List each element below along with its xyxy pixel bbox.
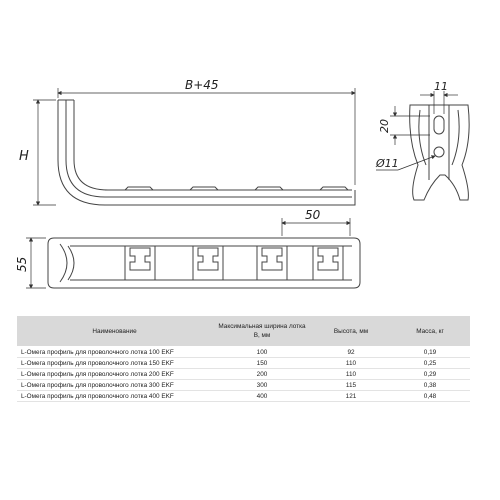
side-view (58, 100, 355, 205)
cell-name: L-Омега профиль для проволочного лотка 400 EKF (17, 391, 212, 402)
dimension-profile-height (26, 238, 46, 288)
cell-height: 121 (312, 391, 390, 402)
spec-table (17, 316, 470, 402)
header-mass: Масса, кг (390, 316, 470, 347)
cell-max-width: 100 (212, 347, 312, 358)
cell-mass: 0,25 (390, 358, 470, 369)
cell-height: 110 (312, 369, 390, 380)
profile-height-label: 55 (15, 256, 29, 272)
cell-max-width: 150 (212, 358, 312, 369)
cell-max-width: 300 (212, 380, 312, 391)
dimension-width (58, 88, 355, 185)
table-row (17, 347, 470, 358)
hole-label: Ø11 (376, 157, 399, 170)
end-view (410, 105, 469, 200)
cell-mass: 0,38 (390, 380, 470, 391)
table-row (17, 358, 470, 369)
header-height: Высота, мм (312, 316, 390, 347)
table-header-row (17, 316, 470, 347)
plan-slot-4 (318, 248, 338, 270)
cell-mass: 0,29 (390, 369, 470, 380)
table-row (17, 391, 470, 402)
cell-name: L-Омега профиль для проволочного лотка 200 EKF (17, 369, 212, 380)
table-row (17, 380, 470, 391)
cell-height: 110 (312, 358, 390, 369)
header-name: Наименование (17, 316, 212, 347)
cell-height: 92 (312, 347, 390, 358)
cell-mass: 0,19 (390, 347, 470, 358)
pitch-label: 50 (305, 208, 321, 222)
table-row (17, 369, 470, 380)
cell-max-width: 200 (212, 369, 312, 380)
cell-name: L-Омега профиль для проволочного лотка 150 EKF (17, 358, 212, 369)
cell-max-width: 400 (212, 391, 312, 402)
height-label: H (19, 149, 29, 164)
dimension-slot-width (420, 91, 458, 114)
header-max-width: Максимальная ширина лотка В, мм (212, 316, 312, 347)
cell-height: 115 (312, 380, 390, 391)
plan-slot-3 (262, 248, 282, 270)
cell-name: L-Омега профиль для проволочного лотка 100 EKF (17, 347, 212, 358)
slot-width-label: 11 (434, 80, 448, 93)
plan-slot-2 (198, 248, 218, 270)
plan-view (48, 238, 360, 288)
cell-name: L-Омега профиль для проволочного лотка 300 EKF (17, 380, 212, 391)
cell-mass: 0,48 (390, 391, 470, 402)
slot-spacing-label: 20 (378, 119, 391, 133)
plan-slot-1 (130, 248, 150, 270)
width-label: B+45 (185, 78, 219, 92)
dimension-height (33, 100, 56, 205)
